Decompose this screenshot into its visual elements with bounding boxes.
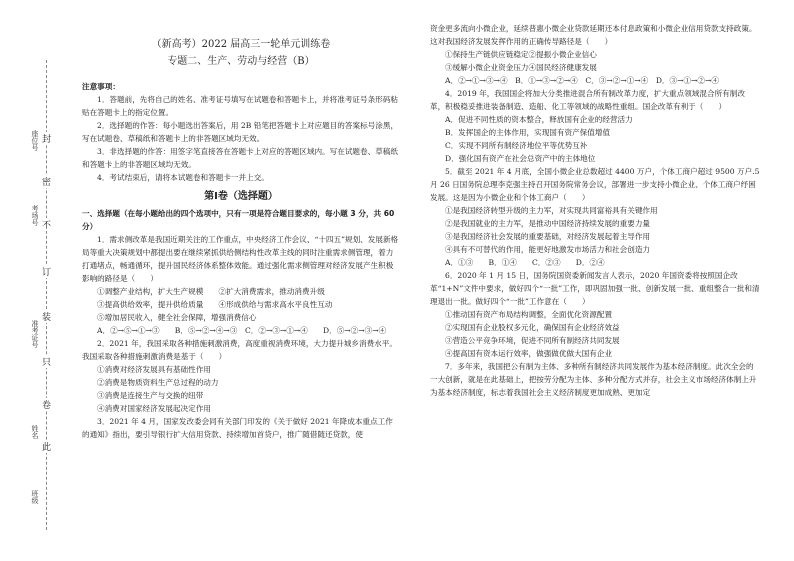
question-option: D．强化国有资产在社会总资产中的主体地位 [445,154,596,163]
question-stem: 6．2020 年 1 月 15 日，国务院国资委新闻发言人表示，2020 年国资委将按照国企改革“1+N”文件中要求，做好四个“一批”工作，即巩固加强一批、创新发展一批、重组整合一批和清理退出一批。做好四个“一批”工作意在（ ） [430,271,760,306]
binding-dashed-line [46,60,47,530]
question-option: ①消费对经济发展具有基础性作用 [97,365,211,374]
notice-item: 1．答题前，先将自己的姓名、准考证号填写在试题卷和答题卡上，并将准考证号条形码粘贴在答题卡上的指定位置。 [82,95,398,117]
question-option: ①是我国经济转型升级的主力军，对实现共同富裕具有关键作用 [445,206,658,215]
question-stem: 1．需求侧改革是我国近期关注的工作重点，中央经济工作会议、“十四五”规划、发展新格局等重大决策规划中都提出要在继续紧抓供给侧结构性改革主线的同时注重需求侧管理，着力打通堵点，畅通循环，提升国民经济体系整体效能。通过强化需求侧管理对经济发展产生积极影响的路径是（ ） [82,235,399,283]
class-label: 班级 [31,490,39,504]
question-option: ③提高供给效率，提升供给质量 ④形成供给与需求高水平良性互动 [97,300,333,309]
question-stem: 4．2019 年，我国国企将加大分类推进混合所有制改革力度，扩大重点领域混合所有制改革，积极稳妥推进装备制造、造船、化工等领域的战略性重组。国企改革有利于（ ） [430,89,745,111]
binding-char: 只 [42,355,51,368]
question-option: ①推动国有资产布局结构调整，全面优化资源配置 [445,310,613,319]
binding-char: 订 [42,265,51,278]
question-option: ⑤增加居民收入，健全社会保障，增强消费信心 [97,313,257,322]
exam-room-label: 考场号 [31,205,39,226]
question-option: A．促进不同性质的资本整合，释放国有企业的经营活力 [445,115,633,124]
volume-heading: 第Ⅰ卷（选择题） [204,191,278,202]
binding-char: 卷 [42,398,51,411]
seat-number-label: 座位号 [31,130,39,151]
question-option: ④具有不可替代的作用，能更好地激发市场活力和社会创造力 [445,245,651,254]
question-option: ④提高国有资本运行效率，做强做优做大国有企业 [445,349,613,358]
admission-number-label: 准考证号 [31,320,39,348]
question-option: ①保持生产链供应链稳定②提振小微企业信心 [445,50,597,59]
notice-item: 4．考试结束后，请将本试题卷和答题卡一并上交。 [97,173,269,182]
binding-char: 不 [42,218,51,231]
notice-item: 2．选择题的作答：每小题选出答案后，用 2B 铅笔把答题卡上对应题目的答案标号涂黑，写在试题卷、草稿纸和答题卡上的非答题区域均无效。 [82,121,399,143]
binding-char: 封 [42,132,51,145]
question-option: ①调整产业结构，扩大生产规模 ②扩大消费需求，推动消费升级 [97,287,325,296]
question-option: B．发挥国企的主体作用，实现国有资产保值增值 [445,128,611,137]
section-heading: 一、选择题（在每小题给出的四个选项中，只有一项是符合题目要求的，每小题 3 分，共 60 分） [82,209,395,231]
question-choices: A．①③ B．①④ C．②③ D．②④ [445,258,605,267]
question-stem: 资金更多流向小微企业，延续普惠小微企业贷款延期还本付息政策和小微企业信用贷款支持政策。这对我国经济发展发挥作用的正确传导路径是（ ） [430,24,757,46]
binding-char: 密 [42,175,51,188]
binding-char: 此 [42,440,51,453]
exam-title: （新高考）2022 届高三一轮单元训练卷 [151,39,331,50]
question-stem: 2．2021 年，我国采取各种措施刺激消费，高度重视消费环境，大力提升城乡消费水平。我国采取各种措施刺激消费是基于（ ） [82,339,397,361]
binding-char: 装 [42,310,51,323]
question-choices: A．②→①→③→④ B．①→③→②→④ C．③→②→①→④ D．③→①→②→④ [445,76,719,85]
question-stem: 3．2021 年 4 月，国家发改委会同有关部门印发的《关于做好 2021 年降成本重点工作的通知》指出，要引导银行扩大信用贷款、持续增加首贷户，推广随借随还贷款，使 [82,417,393,439]
question-option: ②消费是物质资料生产总过程的动力 [97,378,219,387]
name-label: 姓名 [31,425,39,439]
notice-item: 3．非选择题的作答：用签字笔直接答在答题卡上对应的答题区域内。写在试题卷、草稿纸和答题卡上的非答题区域均无效。 [82,147,398,169]
question-option: ③缓解小微企业资金压力④国民经济健康发展 [445,63,597,72]
question-option: ④消费对国家经济发展起决定作用 [97,404,211,413]
question-option: C．实现不同所有制经济地位平等优势互补 [445,141,588,150]
right-column [430,22,760,399]
question-option: ③营造公平竞争环境，促进不同所有制经济共同发展 [445,336,620,345]
question-choices: A．②→⑤→①→③ B．⑤→②→④→③ C．②→③→①→④ D．⑤→②→③→④ [97,326,387,335]
question-option: ②实现国有企业股权多元化，确保国有企业经济效益 [445,323,620,332]
question-option: ③消费是连接生产与交换的纽带 [97,391,204,400]
exam-subtitle: 专题二、生产、劳动与经营（B） [167,56,315,67]
question-option: ②是我国就业的主力军，是推动中国经济持续发展的重要力量 [445,219,651,228]
question-stem: 5．截至 2021 年 4 月底，全国小微企业总数超过 4400 万户，个体工商户超过 9500 万户.5 月 26 日国务院总理李克强主持召开国务院常务会议，部署进一步支持小微企业、个体工商户纾困发展。这是因为小微企业和个体工商户（ ） [430,167,760,202]
question-option: ③是我国经济社会发展的重要基础，对经济发展起着主导作用 [445,232,651,241]
binding-margin [0,0,60,561]
left-column [82,30,400,441]
question-stem: 7．多年来，我国把公有制为主体、多种所有制经济共同发展作为基本经济制度。此次全会的一大创新，就是在此基础上，把按劳分配为主体、多种分配方式并存，社会主义市场经济体制上升为基本经济制度，标志着我国社会主义经济制度更加成熟、更加定 [430,362,757,397]
notice-heading: 注意事项： [82,82,120,91]
